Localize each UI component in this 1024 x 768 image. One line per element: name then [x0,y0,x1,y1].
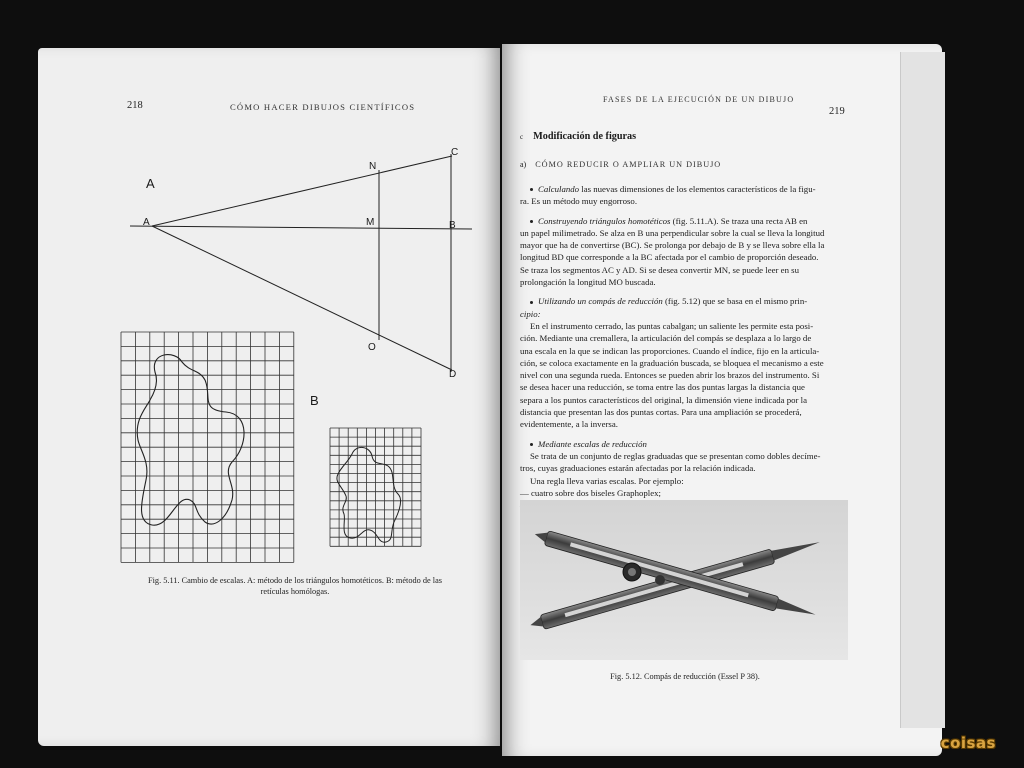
section-marker: c [520,133,524,141]
figure-5-11-caption [110,575,480,597]
p2-line: longitud BD que corresponde a la BC afectada por el cambio de proporción deseado. [520,252,819,263]
p1-line1: las nuevas dimensiones de los elementos característicos de la figu- [579,184,816,194]
p5-lead: Mediante escalas de reducción [538,438,647,449]
point-label-d: D [449,369,457,380]
large-grid [121,332,294,562]
point-label-m: M [366,217,375,228]
p1-lead: Calculando [538,184,580,194]
p6-line: Se trata de un conjunto de reglas graduadas que se presentan como dobles decíme- [530,450,821,461]
line-ad [152,226,452,370]
p4-line: una escala en la que se indican las proporciones. Cuando el índice, fijo en la articula- [520,345,820,356]
paragraph-calculando [520,183,850,208]
p4-line: En el instrumento cerrado, las puntas cabalgan; un saliente les permite esta posi- [530,320,814,331]
p2-lead: Construyendo triángulos homotéticos [538,215,671,226]
p4-line: nivel con una segunda rueda. Entonces se pueden abrir los brazos del instrumento. Si [520,370,820,381]
line-ab [130,226,472,229]
point-label-n: N [369,161,377,172]
p4-line: se desea hacer una reducción, se toma entre las dos puntas largas la distancia que [520,382,805,393]
p1-line2: ra. Es un método muy engorroso. [520,196,638,207]
figure-label-b: B [310,393,319,408]
caption-line-1: Fig. 5.11. Cambio de escalas. A: método de los triángulos homotéticos. B: método de las [148,576,442,585]
p4-line: ción. Mediante una cremallera, la articulación del compás se desplaza a lo largo de [520,333,812,344]
reduction-compass-image [520,500,848,660]
watermark-logo: coisas [940,734,996,752]
p6-line: Una regla lleva varias escalas. Por ejemplo: [530,475,684,486]
p3-lead: Utilizando un compás de reducción [538,296,663,307]
figure-5-12-photo [520,500,848,660]
point-label-c: C [451,147,459,158]
right-page-body [520,126,850,511]
left-running-header: CÓMO HACER DIBUJOS CIENTÍFICOS [230,102,416,112]
p4-line: separa a los puntos característicos del original, la dimensión viene indicada por la [520,394,808,405]
figure-label-a: A [146,176,155,191]
p4-line: evidentemente, a la inversa. [520,419,618,430]
p3-line2: cipio: [520,308,541,319]
right-running-header: FASES DE LA EJECUCIÓN DE UN DIBUJO [603,95,795,104]
bullet-icon [530,443,533,446]
point-label-a: A [143,217,150,228]
p6-line: tros, cuyas graduaciones estarán afectadas por la relación indicada. [520,463,756,474]
bullet-icon [530,301,533,304]
point-label-b: B [449,220,456,231]
p2-line: un papel milimetrado. Se alza en B una perpendicular sobre la cual se lleva la longitud [520,227,825,238]
p2-line: Se traza los segmentos AC y AD. Si se desea convertir MN, se puede leer en su [520,264,799,275]
subsection-marker: a) [520,160,527,169]
right-page-number: 219 [829,106,845,117]
large-blob-shape [137,355,244,526]
p3-line1: (fig. 5.12) que se basa en el mismo prin- [662,296,808,307]
point-label-o: O [368,342,376,353]
subsection-title: CÓMO REDUCIR O AMPLIAR UN DIBUJO [535,160,722,169]
p4-line: ción, se coloca exactamente en la graduación buscada, se bloquea el mecanismo a este [520,357,824,368]
figure-5-12-caption: Fig. 5.12. Compás de reducción (Essel P 38). [610,672,760,681]
p2-line1: (fig. 5.11.A). Se traza una recta AB en [670,215,808,226]
caption-line-2: retículas homólogas. [260,587,330,596]
bullet-icon [530,220,533,223]
paragraph-utilizando [520,295,850,430]
left-page-number: 218 [127,100,143,111]
section-title: Modificación de figuras [533,131,637,142]
bullet-icon [530,188,533,191]
line-ac [152,156,452,226]
p6-line: — cuatro sobre dos biseles Graphoplex; [520,487,661,498]
p2-line: mayor que ha de convertirse (BC). Se prolonga por debajo de B y se lleva sobre ella la [520,240,825,251]
p4-line: distancia que presentan las dos puntas cortas. Para una ampliación se procederá, [520,407,802,418]
paragraph-construyendo [520,215,850,289]
p2-line: prolongación la longitud MO buscada. [520,277,656,288]
